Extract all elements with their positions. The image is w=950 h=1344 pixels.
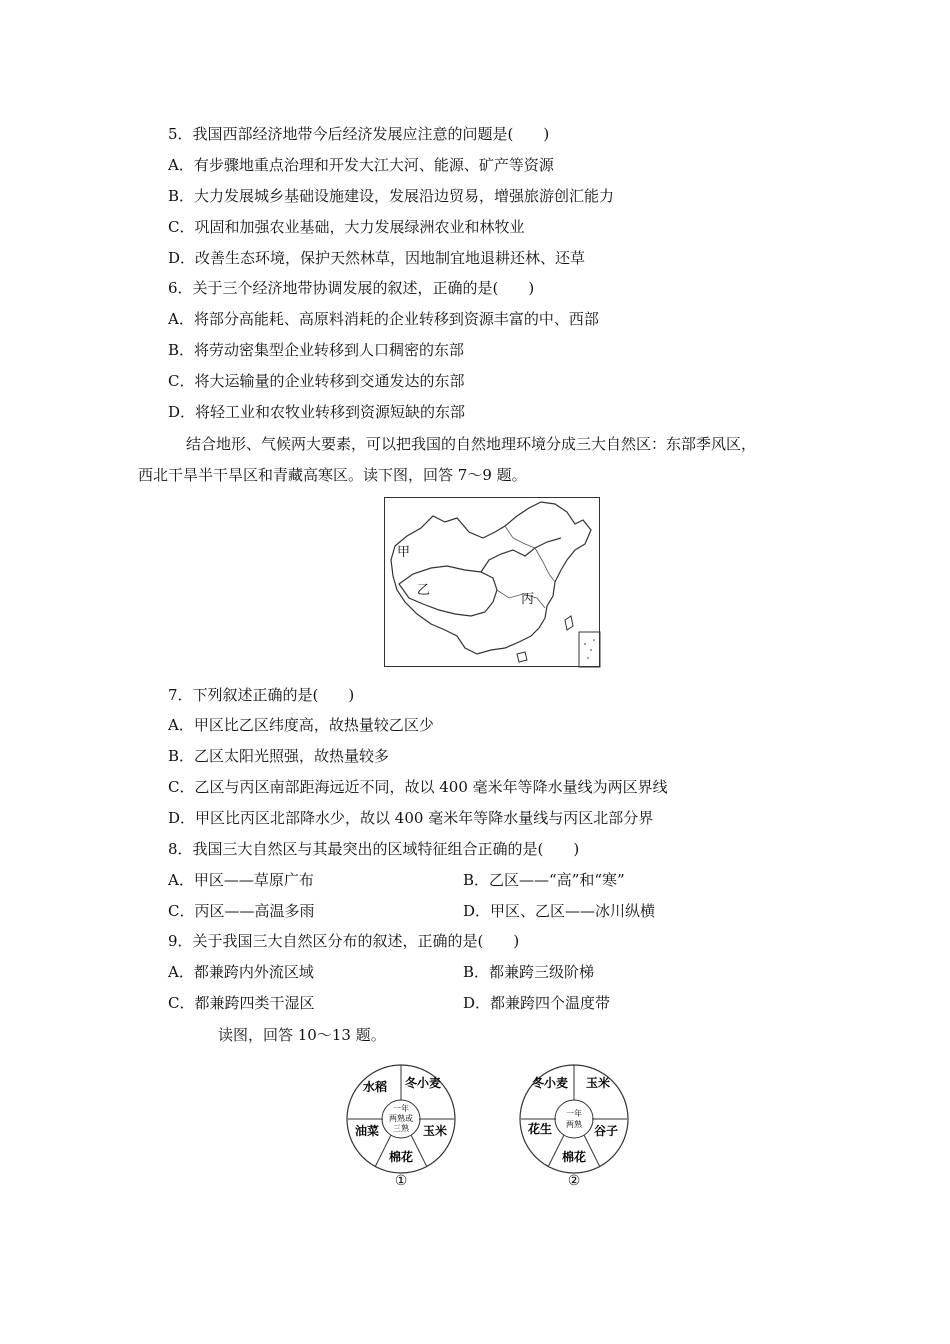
wheel2-crop-4: 花生 [527, 1122, 553, 1136]
q7-option-d: D．甲区比丙区北部降水少，故以 400 毫米年等降水量线与丙区北部分界 [168, 809, 654, 827]
q6-option-d: D．将轻工业和农牧业转移到资源短缺的东部 [168, 403, 466, 421]
q6-option-b: B．将劳动密集型企业转移到人口稠密的东部 [168, 341, 465, 359]
q5-option-a: A．有步骤地重点治理和开发大江大河、能源、矿产等资源 [168, 156, 554, 174]
wheel2-center-0: 一年 [566, 1109, 582, 1118]
wheel1-crop-0: 水稻 [362, 1080, 388, 1094]
intro-10-13: 读图，回答 10～13 题。 [218, 1026, 386, 1044]
wheel2-caption: ② [567, 1173, 581, 1189]
q6-option-a: A．将部分高能耗、高原料消耗的企业转移到资源丰富的中、西部 [168, 310, 599, 328]
q9-option-d: D．都兼跨四个温度带 [463, 994, 611, 1012]
wheel2-crop-3: 棉花 [561, 1150, 587, 1164]
q5-option-d: D．改善生态环境，保护天然林草，因地制宜地退耕还林、还草 [168, 249, 586, 267]
crop-wheel-1 [345, 1063, 457, 1175]
wheel1-caption: ① [394, 1173, 408, 1189]
crop-wheel-2 [518, 1063, 630, 1175]
wheel2-crop-2: 谷子 [593, 1124, 619, 1138]
wheel1-center-1: 两熟或 [389, 1114, 413, 1123]
wheel2-crop-1: 玉米 [585, 1076, 611, 1090]
q7-option-a: A．甲区比乙区纬度高，故热量较乙区少 [168, 716, 434, 734]
q7-stem: 7．下列叙述正确的是( ) [168, 686, 355, 704]
q7-option-b: B．乙区太阳光照强，故热量较多 [168, 747, 390, 765]
q8-option-d: D．甲区、乙区——冰川纵横 [463, 902, 656, 920]
china-regions-map [384, 497, 600, 667]
intro-7-9-line1: 结合地形、气候两大要素，可以把我国的自然地理环境分成三大自然区：东部季风区， [186, 435, 757, 453]
intro-7-9-line2: 西北干旱半干旱区和青藏高寒区。读下图，回答 7～9 题。 [138, 466, 527, 484]
wheel1-center-2: 三熟 [393, 1124, 409, 1133]
q9-option-b: B．都兼跨三级阶梯 [463, 963, 595, 981]
q7-option-c: C．乙区与丙区南部距海远近不同，故以 400 毫米年等降水量线为两区界线 [168, 778, 668, 796]
q6-option-c: C．将大运输量的企业转移到交通发达的东部 [168, 372, 465, 390]
wheel1-crop-2: 玉米 [422, 1124, 448, 1138]
q9-option-a: A．都兼跨内外流区域 [168, 963, 314, 981]
wheel1-crop-1: 冬小麦 [404, 1076, 442, 1090]
map-label-yi: 乙 [417, 583, 431, 598]
q8-option-b: B．乙区——“高”和“寒” [463, 871, 625, 889]
q5-stem: 5．我国西部经济地带今后经济发展应注意的问题是( ) [168, 125, 550, 143]
map-label-jia: 甲 [397, 545, 411, 560]
q9-option-c: C．都兼跨四类干湿区 [168, 994, 315, 1012]
q5-option-b: B．大力发展城乡基础设施建设，发展沿边贸易，增强旅游创汇能力 [168, 187, 615, 205]
map-label-bing: 丙 [521, 592, 535, 607]
q9-stem: 9．关于我国三大自然区分布的叙述，正确的是( ) [168, 932, 520, 950]
q6-stem: 6．关于三个经济地带协调发展的叙述，正确的是( ) [168, 279, 535, 297]
q5-option-c: C．巩固和加强农业基础，大力发展绿洲农业和林牧业 [168, 218, 525, 236]
wheel2-center-1: 两熟 [566, 1120, 582, 1129]
q8-option-a: A．甲区——草原广布 [168, 871, 314, 889]
wheel1-center-0: 一年 [393, 1104, 409, 1113]
q8-stem: 8．我国三大自然区与其最突出的区域特征组合正确的是( ) [168, 840, 580, 858]
wheel2-crop-0: 冬小麦 [531, 1076, 569, 1090]
wheel1-crop-3: 棉花 [388, 1150, 414, 1164]
q8-option-c: C．丙区——高温多雨 [168, 902, 315, 920]
wheel1-crop-4: 油菜 [354, 1124, 380, 1138]
